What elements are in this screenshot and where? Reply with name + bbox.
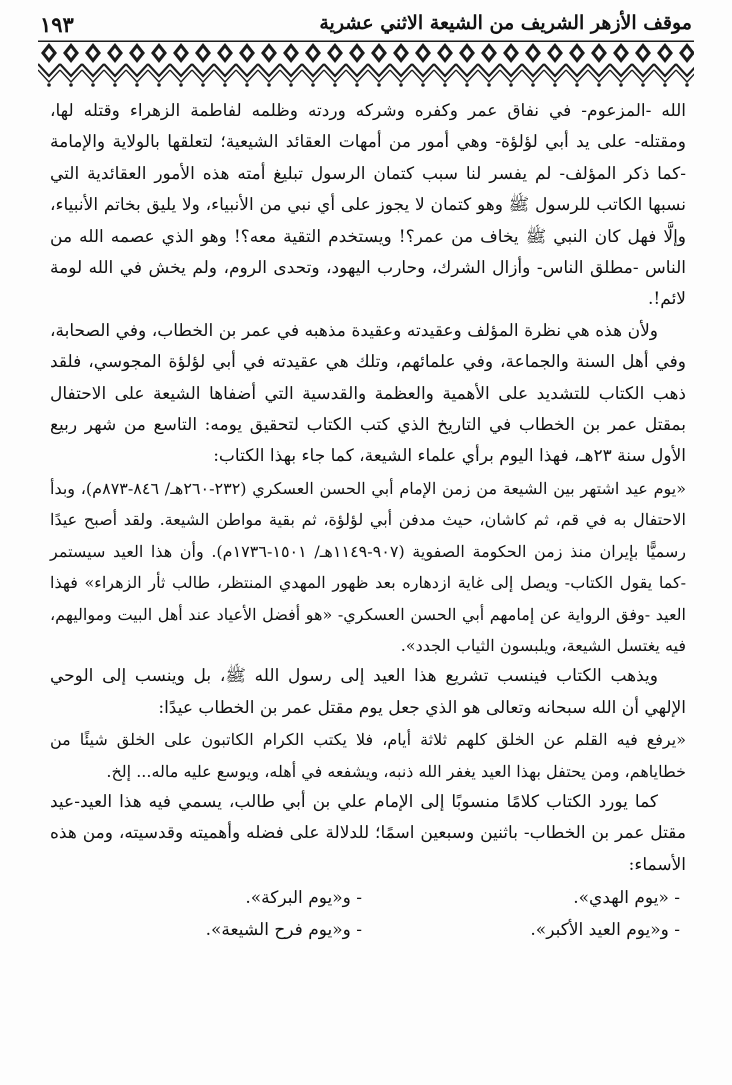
quote-paragraph: «يوم عيد اشتهر بين الشيعة من زمن الإمام أبي الحسن العسكري (٢٣٢-٢٦٠هـ/ ٨٤٦-٨٧٣م)، وبدأ الاحتفال به في قم، ثم كاشان، حيث مدفن أبي لؤلؤة، ثم بقية مواطن الشيعة. ولقد أصبح عيدًا رسميًّا بإيران منذ زمن الحكومة الصفوية (٩٠٧-١١٤٩هـ/ ١٥٠١-١٧٣٦م). وأن هذا العيد سيستمر -كما يقول الكتاب- ويصل إلى غاية ازدهاره بعد ظهور المهدي المنتظر، طالب ثأر الزهراء» فهذا العيد -وفق الرواية عن إمامهم أبي الحسن العسكري- «هو أفضل الأعياد عند أهل البيت ومواليهم، فيه يغتسل الشيعة، ويلبسون الثياب الجدد». — [50, 478, 687, 655]
names-list-row — [50, 883, 686, 914]
paragraph: ولأن هذه هي نظرة المؤلف وعقيدته وعقيدة مذهبه في عمر بن الخطاب، وفي الصحابة، وفي أهل السنة والجماعة، وفي علمائهم، وتلك هي عقيدته في أبي لؤلؤة المجوسي، فلقد ذهب الكتاب للتشديد على الأهمية والعظمة والقدسية التي أضفاها الشيعة على الاحتفال بمقتل عمر بن الخطاب في التاريخ الذي كتب الكتاب لتحقيق يومه: التاسع من شهر ربيع الأول سنة ٢٣هـ، فهذا اليوم برأي علماء الشيعة، كما جاء بهذا الكتاب: — [50, 320, 686, 467]
page-body — [50, 96, 686, 946]
paragraph: ويذهب الكتاب فينسب تشريع هذا العيد إلى رسول الله ﷺ، بل وينسب إلى الوحي الإلهي أن الله سبحانه وتعالى هو الذي جعل يوم مقتل عمر بن الخطاب عيدًا: — [50, 666, 686, 718]
list-item: - «يوم الهدي». — [573, 888, 680, 909]
page-number: ١٩٣ — [40, 12, 74, 37]
quote-paragraph: «يرفع فيه القلم عن الخلق كلهم ثلاثة أيام، فلا يكتب الكرام الكاتبون على الخلق شيئًا من خطاياهم، ومن يحتفل بهذا العيد يغفر الله ذنبه، ويشفعه في أهله، ويوسع عليه ماله... إلخ. — [50, 730, 686, 781]
list-item: - و«يوم البركة». — [245, 888, 362, 909]
paragraph: كما يورد الكتاب كلامًا منسوبًا إلى الإمام علي بن أبي طالب، يسمي فيه هذا العيد-عيد مقتل عمر بن الخطاب- باثنين وسبعين اسمًا؛ للدلالة على فضله وأهميته وقدسيته، ومن هذه الأسماء: — [50, 791, 686, 875]
running-title: موقف الأزهر الشريف من الشيعة الاثني عشرية — [319, 12, 692, 34]
list-item: - و«يوم العيد الأكبر». — [530, 919, 680, 940]
names-list — [50, 883, 686, 946]
header-ornament-border — [38, 40, 694, 88]
page-header — [40, 12, 692, 36]
names-list-row — [50, 915, 686, 946]
list-item: - و«يوم فرح الشيعة». — [205, 919, 362, 940]
paragraph: الله -المزعوم- في نفاق عمر وكفره وشركه وردته وظلمه لفاطمة الزهراء وقتله لها، ومقتله- على يد أبي لؤلؤة- وهي أمور من أمهات العقائد الشيعية؛ لتعلقها بالولاية والإمامة -كما ذكر المؤلف- لم يفسر لنا سبب كتمان الرسول تبليغ أمته هذه الأمور العقائدية التي نسبها الكاتب للرسول ﷺ وهو كتمان لا يجوز على أي نبي من الأنبياء، ولا يليق بخاتم الأنبياء، وإلَّا فهل كان النبي ﷺ يخاف من عمر؟! ويستخدم التقية معه؟! وهو الذي عصمه الله من الناس -مطلق الناس- وأزال الشرك، وحارب اليهود، وتحدى الروم، ولم يخش في الله لومة لائم!. — [50, 101, 686, 310]
